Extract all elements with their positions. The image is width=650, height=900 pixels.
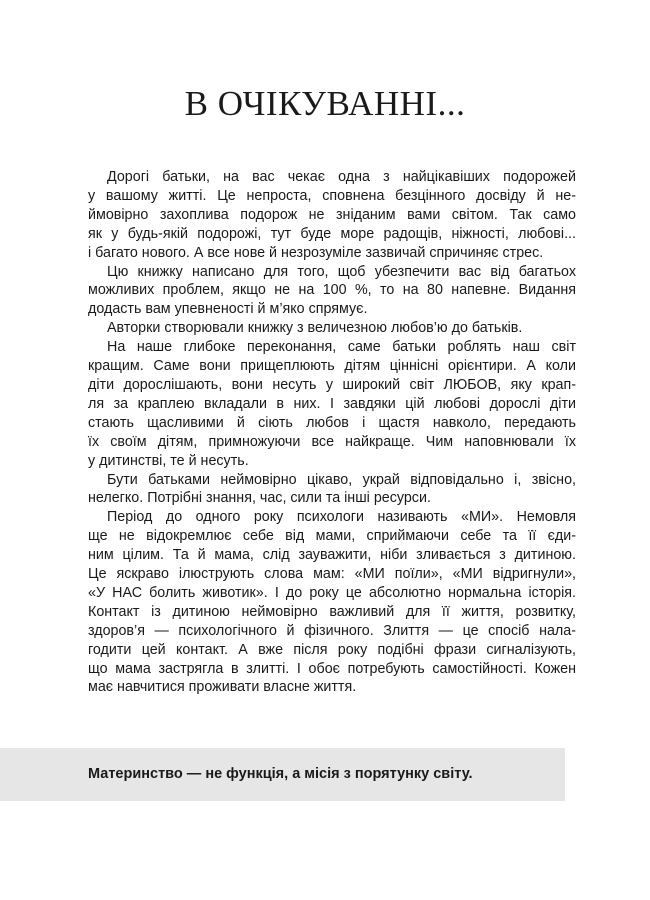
text-line: «У НАС болить животик». І до року це абсолютно нормальна історія. (88, 584, 576, 601)
text-line: додасть вам упевненості й м’яко спрямує. (88, 301, 368, 318)
text-line: ймовірно захоплива подорож не зніданим вами світом. Так само (88, 206, 576, 223)
text-line: і багато нового. А все нове й незрозуміле зазвичай спричиняє стрес. (88, 244, 544, 261)
text-line: Контакт із дитиною неймовірно важливий для її життя, розвитку, (88, 603, 576, 620)
text-line: кращим. Саме вони прищеплюють дітям ціннісні орієнтири. А коли (88, 358, 576, 375)
quote-text: Материнство — не функція, а місія з порятунку світу. (88, 766, 473, 782)
text-line: Це яскраво ілюструють слова мам: «МИ поїли», «МИ відригнули», (88, 566, 576, 583)
text-line: у дитинстві, те й несуть. (88, 452, 249, 469)
text-line: у вашому житті. Це непроста, сповнена безцінного досвіду й не- (88, 187, 576, 204)
paragraph (88, 338, 576, 470)
paragraph (88, 263, 576, 320)
text-line: На наше глибоке переконання, саме батьки роблять наш світ (107, 339, 576, 356)
body-text (88, 168, 576, 697)
text-line: годити цей контакт. А вже після року подібні фрази сигналізують, (88, 641, 576, 658)
text-line: що мама застрягла в злитті. І обоє потребують самостійності. Кожен (88, 660, 576, 677)
text-line: здоров’я — психологічного й фізичного. Злиття — це спосіб нала- (88, 622, 576, 639)
text-line: ще не відокремлює себе від мами, сприймаючи себе та її єди- (88, 528, 576, 545)
text-line: Авторки створювали книжку з величезною любов’ю до батьків. (107, 320, 523, 337)
text-line: ним цілим. Та й мама, слід зауважити, ніби зливається з дитиною. (88, 547, 576, 564)
paragraph (88, 508, 576, 697)
text-line: як у будь-якій подорожі, тут буде море радощів, ніжності, любові... (88, 225, 576, 242)
text-line: стають щасливими й сіють любов і щастя навколо, передають (88, 414, 576, 431)
quote-box (0, 748, 565, 801)
text-line: Період до одного року психологи називають «МИ». Немовля (107, 509, 576, 526)
text-line: Дорогі батьки, на вас чекає одна з найцікавіших подорожей (107, 169, 576, 185)
paragraph (88, 319, 576, 338)
page-title: В ОЧІКУВАННІ... (184, 84, 466, 123)
text-line: можливих проблем, якщо не на 100 %, то на 80 напевне. Видання (88, 282, 576, 299)
text-line: ля за краплею вкладали в них. І завдяки цій любові дорослі діти (88, 395, 576, 412)
text-line: нелегко. Потрібні знання, час, сили та інші ресурси. (88, 490, 431, 507)
paragraph (88, 168, 576, 263)
text-line: діти дорослішають, вони несуть у широкий світ ЛЮБОВ, яку крап- (88, 376, 576, 393)
paragraph (88, 471, 576, 509)
text-line: Цю книжку написано для того, щоб убезпечити вас від багатьох (107, 263, 576, 280)
text-line: їх своїм дітям, примножуючи все найкраще. Чим наповнювали їх (88, 433, 576, 450)
text-line: Бути батьками неймовірно цікаво, украй відповідально і, звісно, (107, 471, 576, 488)
text-line: має навчитися проживати власне життя. (88, 679, 357, 696)
